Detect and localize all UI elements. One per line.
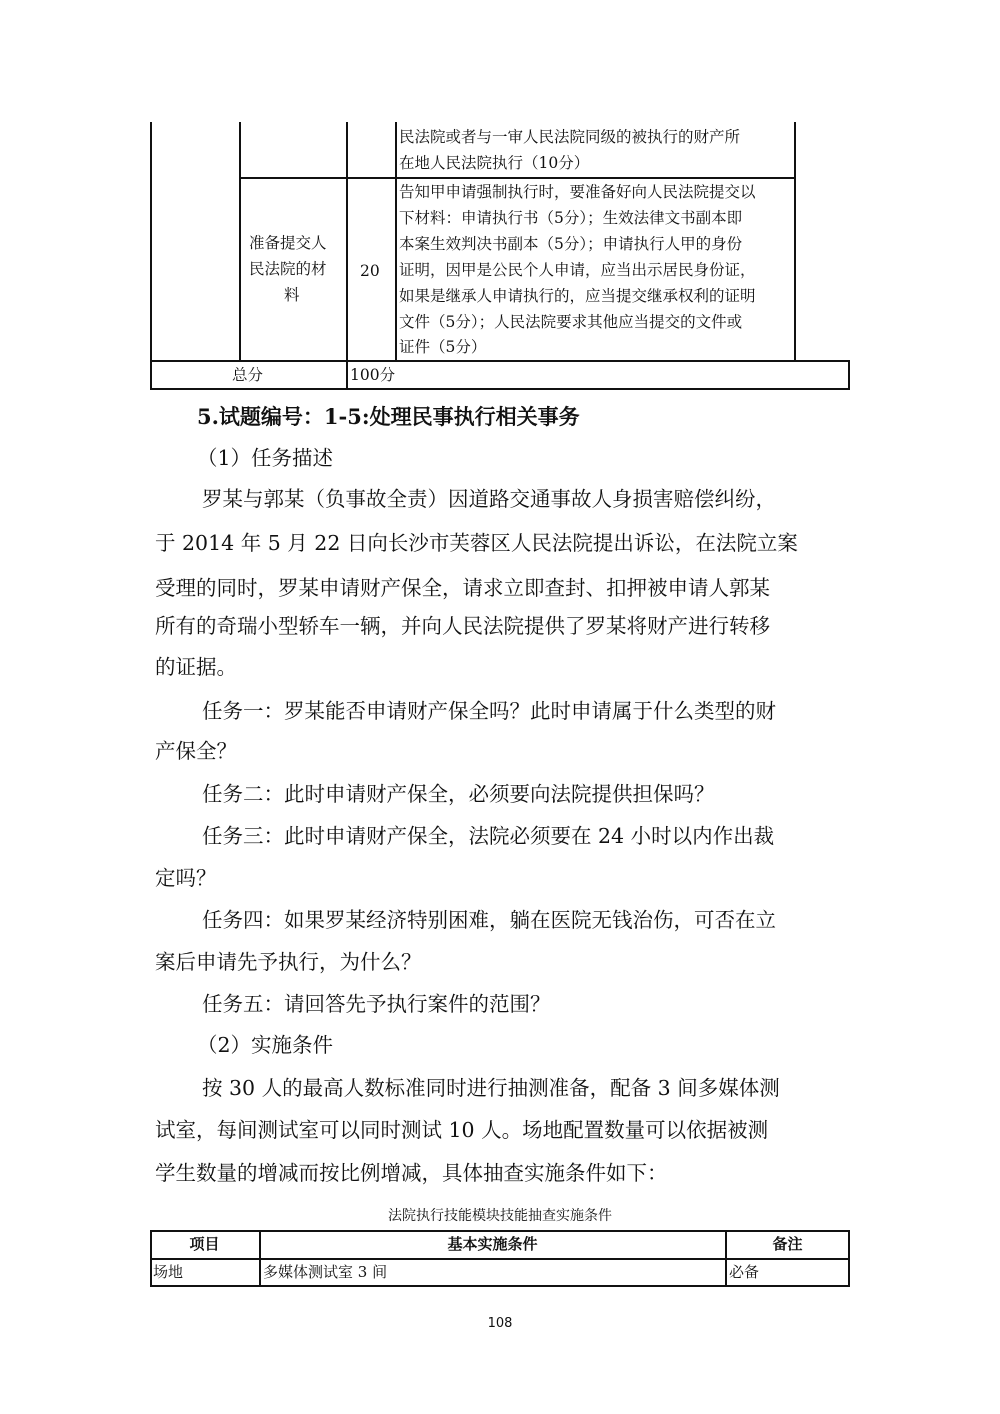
table-border-left — [150, 122, 152, 389]
paragraph-line: 所有的奇瑞小型轿车一辆，并向人民法院提供了罗某将财产进行转移 — [155, 614, 770, 638]
criteria-line: 证件（5分） — [399, 338, 487, 356]
criteria-line: 本案生效判决书副本（5分）；申请执行人甲的身份 — [399, 235, 743, 253]
criteria-line: 告知甲申请强制执行时，要准备好向人民法院提交以 — [399, 183, 756, 201]
continuation-line: 在地人民法院执行（10分） — [399, 154, 590, 172]
item-label-line: 民法院的材 — [249, 260, 327, 278]
conditions-table — [150, 1230, 850, 1287]
table-cell: 多媒体测试室 3 间 — [263, 1263, 388, 1281]
table-border-bottom — [150, 1285, 850, 1287]
continuation-line: 民法院或者与一审人民法院同级的被执行的财产所 — [399, 128, 741, 146]
subheading-task-description: （1）任务描述 — [197, 446, 334, 470]
scoring-table — [150, 122, 850, 389]
item-label-line: 料 — [284, 286, 300, 304]
criteria-line: 证明，因甲是公民个人申请，应当出示居民身份证， — [399, 261, 756, 279]
paragraph-line: 任务五：请回答先予执行案件的范围？ — [202, 992, 551, 1016]
paragraph-line: 任务四：如果罗某经济特别困难，躺在医院无钱治伤，可否在立 — [202, 908, 776, 932]
table-border-col3 — [395, 122, 397, 361]
table-border-bottom — [150, 388, 850, 390]
paragraph-line: 罗某与郭某（负事故全责）因道路交通事故人身损害赔偿纠纷， — [202, 487, 776, 511]
item-label-line: 准备提交人 — [249, 234, 327, 252]
table-header-cell: 基本实施条件 — [447, 1235, 538, 1253]
paragraph-line: 产保全？ — [155, 739, 237, 763]
table-border-right — [848, 361, 850, 389]
table-caption: 法院执行技能模块技能抽查实施条件 — [388, 1208, 612, 1224]
paragraph-line: 受理的同时，罗某申请财产保全，请求立即查封、扣押被申请人郭某 — [155, 576, 770, 600]
paragraph-line: 任务二：此时申请财产保全，必须要向法院提供担保吗？ — [202, 782, 715, 806]
table-header-cell: 备注 — [772, 1235, 803, 1253]
paragraph-line: 定吗？ — [155, 866, 217, 890]
table-border-col4 — [794, 122, 796, 361]
criteria-line: 如果是继承人申请执行的，应当提交继承权利的证明 — [399, 287, 756, 305]
criteria-line: 下材料：申请执行书（5分）；生效法律文书副本即 — [399, 209, 743, 227]
paragraph-line: 案后申请先予执行，为什么？ — [155, 950, 422, 974]
criteria-line: 文件（5分）；人民法院要求其他应当提交的文件或 — [399, 313, 743, 331]
page-number: 108 — [487, 1316, 513, 1331]
table-border-col2 — [346, 122, 348, 389]
paragraph-line: 于 2014 年 5 月 22 日向长沙市芙蓉区人民法院提出诉讼，在法院立案 — [155, 531, 798, 555]
paragraph-line: 试室，每间测试室可以同时测试 10 人。场地配置数量可以依据被测 — [155, 1118, 769, 1142]
section-heading: 5.试题编号：1-5:处理民事执行相关事务 — [197, 404, 580, 429]
total-label: 总分 — [232, 366, 264, 384]
subheading-conditions: （2）实施条件 — [197, 1033, 334, 1057]
score-value: 20 — [360, 262, 380, 280]
paragraph-line: 任务三：此时申请财产保全，法院必须要在 24 小时以内作出裁 — [202, 824, 775, 848]
table-cell: 场地 — [153, 1263, 184, 1281]
table-border-col1 — [239, 122, 241, 361]
table-cell: 必备 — [729, 1263, 760, 1281]
paragraph-line: 的证据。 — [155, 655, 237, 679]
paragraph-line: 任务一：罗某能否申请财产保全吗？此时申请属于什么类型的财 — [202, 699, 776, 723]
paragraph-line: 学生数量的增减而按比例增减，具体抽查实施条件如下： — [155, 1161, 668, 1185]
total-value: 100分 — [350, 366, 396, 384]
table-header-cell: 项目 — [189, 1235, 220, 1253]
paragraph-line: 按 30 人的最高人数标准同时进行抽测准备，配备 3 间多媒体测 — [202, 1076, 780, 1100]
